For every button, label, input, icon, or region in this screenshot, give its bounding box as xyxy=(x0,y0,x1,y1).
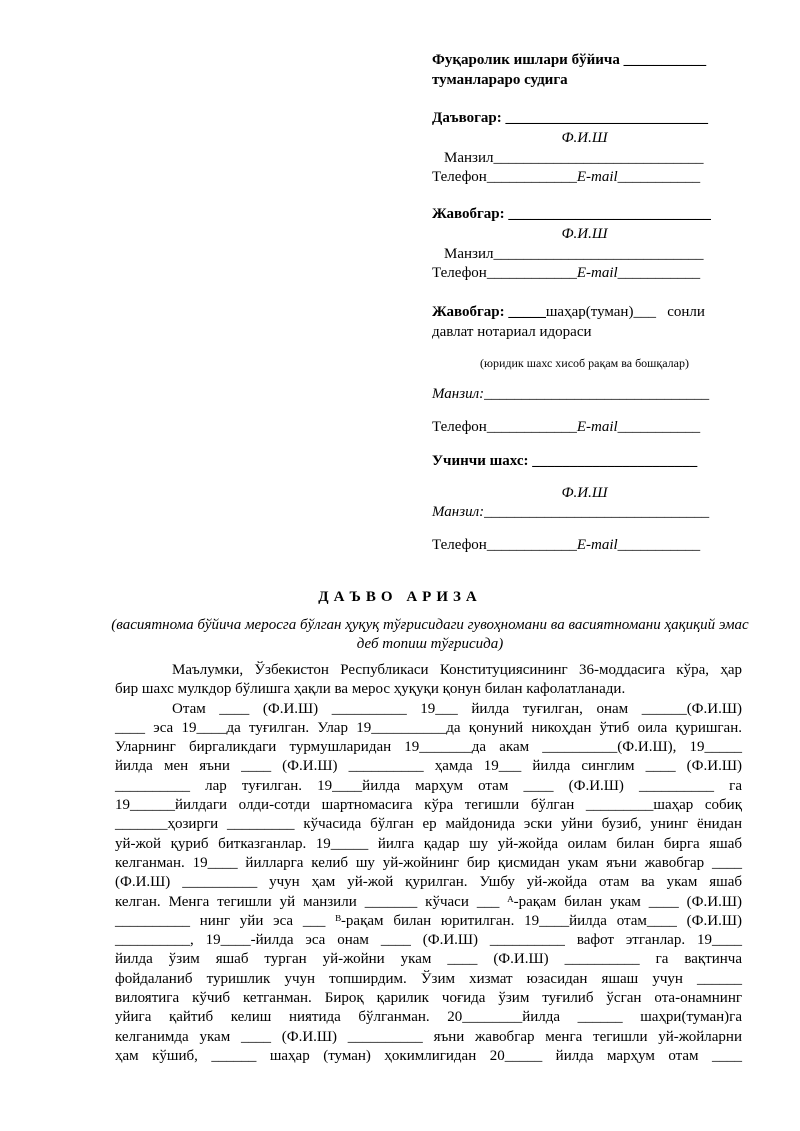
body-line: Отам ____ (Ф.И.Ш) __________ 19___ йилда туғилган, онам ______(Ф.И.Ш) xyxy=(172,700,742,717)
body-line: (Ф.И.Ш) __________ учун ҳам уй-жой қурилган. Ушбу уй-жойда отам ва укам яшаб xyxy=(115,874,742,891)
body-line: __________ нинг уйи эса ___ ᴮ-рақам билан юритилган. 19____йилда отам____ (Ф.И.Ш) xyxy=(115,912,742,929)
body-line: келган. Менга тегишли уй манзили _______ кўчаси ___ ᴬ-рақам билан укам ____ (Ф.И.Ш) xyxy=(115,893,742,910)
body-line: Маълумки, Ўзбекистон Республикаси Конституциясининг 36-моддасига кўра, ҳар xyxy=(172,662,742,678)
third-party-label: Учинчи шахс: ______________________ xyxy=(432,453,698,469)
body-line: __________ лар туғилган. 19____йилда марҳум отам ____ (Ф.И.Ш) __________ га xyxy=(115,777,742,794)
defendant2-line-2: давлат нотариал идораси xyxy=(432,324,592,340)
defendant2-line-1: Жавобгар: _____шаҳар(туман)___ сонли xyxy=(432,304,705,320)
third-party-fio-caption: Ф.И.Ш xyxy=(561,485,608,501)
court-line-2: туманлараро судига xyxy=(432,72,568,88)
defendant-address: Манзил____________________________ xyxy=(444,246,704,262)
plaintiff-address: Манзил____________________________ xyxy=(444,150,704,166)
body-line: келганимда укам ____ (Ф.И.Ш) __________ яъни жавобгар менга тегишли уй-жойларни xyxy=(115,1028,742,1045)
defendant2-address: Манзил:______________________________ xyxy=(432,386,710,402)
plaintiff-fio-caption: Ф.И.Ш xyxy=(561,130,608,146)
body-line: ____ эса 19____да туғилган. Улар 19__________да қонуний никоҳдан ўтиб оила қуришган. xyxy=(115,719,742,736)
document-subtitle: (васиятнома бўйича меросга бўлган ҳуқуқ тўғрисидаги гувоҳномани ва васиятномани ҳақиқий эмас деб топиш тўғрисида) xyxy=(111,617,749,652)
document-body xyxy=(115,661,742,1066)
defendant-fio-caption: Ф.И.Ш xyxy=(561,226,608,242)
defendant-phone-email: Телефон____________E-mail___________ xyxy=(432,265,701,281)
defendant2-phone-email: Телефон____________E-mail___________ xyxy=(432,419,701,435)
body-line: уй-жой қуриб битказганлар. 19_____ йилга қадар шу уй-жойда оилам билан бирга яшаб xyxy=(115,835,742,852)
plaintiff-label: Даъвогар: ___________________________ xyxy=(432,110,708,126)
body-line: __________, 19____-йилда эса онам ____ (Ф.И.Ш) __________ вафот этганлар. 19____ xyxy=(115,932,742,949)
third-party-address: Манзил:______________________________ xyxy=(432,504,710,520)
body-line: йилда ўзим яшаб турган уй-жойни укам ____ (Ф.И.Ш) __________ га вақтинча xyxy=(115,951,742,968)
body-line: _______ҳозирги _________ кўчасида бўлган ер майдонида эски уйни бузиб, унинг ёнидан xyxy=(115,816,742,833)
body-line: фойдаланиб туришлик учун топширдим. Ўзим хизмат юзасидан яшаш учун ______ xyxy=(115,970,742,987)
body-line: 19______йилдаги олди-сотди шартномасига кўра тегишли бўлган _________шаҳар собиқ xyxy=(115,797,742,814)
document-title: ДАЪВО АРИЗА xyxy=(318,589,482,605)
court-line-1: Фуқаролик ишлари бўйича ___________ xyxy=(432,52,707,68)
body-line: бир шахс мулкдор бўлишга ҳақли ва мерос ҳуқуқи қонун билан кафолатланади. xyxy=(115,681,626,698)
body-line: ҳам кўшиб, ______ шаҳар (туман) ҳокимлигидан 20_____ йилда марҳум отам ____ xyxy=(115,1047,742,1064)
body-line: вилоятига кўчиб кетганман. Бироқ қарилик чоғида ўзим туғилиб ўсган ота-онамнинг xyxy=(115,990,742,1007)
body-line: Уларнинг биргаликдаги турмушларидан 19_______да акам __________(Ф.И.Ш), 19_____ xyxy=(115,739,742,756)
plaintiff-phone-email: Телефон____________E-mail___________ xyxy=(432,169,701,185)
body-line: уйига қайтиб келиш ниятида бўлганман. 20________йилда ______ шаҳри(туман)га xyxy=(115,1009,742,1026)
defendant-label: Жавобгар: ___________________________ xyxy=(432,206,711,222)
third-party-phone-email: Телефон____________E-mail___________ xyxy=(432,537,701,553)
body-line: йилда мен яъни ____ (Ф.И.Ш) __________ ҳамда 19___ йилда синглим ____ (Ф.И.Ш) xyxy=(115,758,742,775)
body-line: келганман. 19____ йилларга келиб шу уй-жойнинг бир қисмидан укам яъни жавобгар ____ xyxy=(115,854,742,871)
legal-entity-note: (юридик шахс хисоб рақам ва бошқалар) xyxy=(480,356,689,370)
